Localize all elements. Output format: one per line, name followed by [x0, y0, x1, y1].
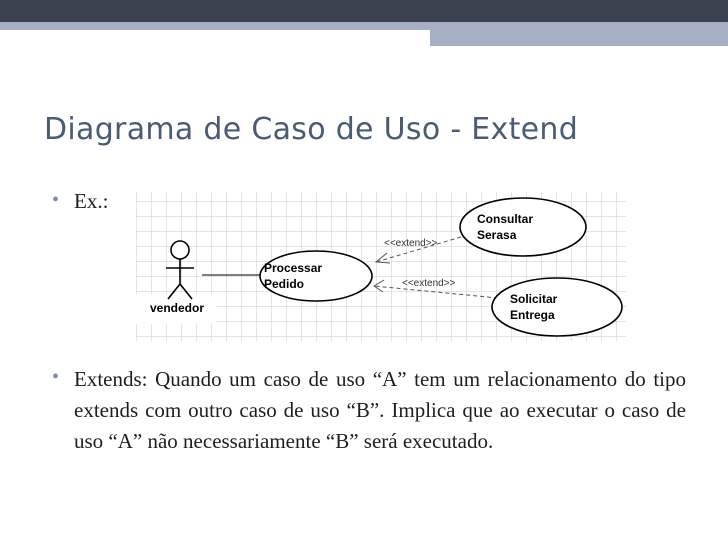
- use-case-solicitar-entrega: [492, 278, 622, 336]
- use-case-consultar-line2: Serasa: [477, 228, 517, 242]
- extend-label-1: <<extend>>: [384, 238, 438, 249]
- actor-label: vendedor: [150, 301, 205, 315]
- use-case-solicitar-line1: Solicitar: [510, 292, 558, 306]
- use-case-diagram: [136, 186, 626, 341]
- bullet-example-text: Ex.:: [74, 189, 109, 213]
- bullet-dot-icon: •: [52, 189, 60, 211]
- use-case-consultar-line1: Consultar: [477, 212, 534, 226]
- use-case-solicitar-line2: Entrega: [510, 308, 555, 322]
- extend-label-2: <<extend>>: [402, 278, 456, 289]
- slide-title: Diagrama de Caso de Uso - Extend: [44, 112, 579, 147]
- use-case-processar-line1: Processar: [264, 261, 323, 275]
- header-bar: [0, 0, 728, 22]
- header-band-left: [0, 22, 430, 30]
- use-case-processar-line2: Pedido: [264, 277, 305, 291]
- bullet-dot-icon: •: [52, 366, 60, 388]
- header-band-right: [430, 22, 728, 46]
- bullet-extends-text: Extends: Quando um caso de uso “A” tem um relacionamento do tipo extends com outro caso de uso “B”. Implica que ao executar o caso de uso “A” não necessariamente “B” será executado.: [74, 367, 686, 453]
- use-case-consultar-serasa: [460, 198, 586, 256]
- use-case-processar-pedido: [260, 251, 372, 301]
